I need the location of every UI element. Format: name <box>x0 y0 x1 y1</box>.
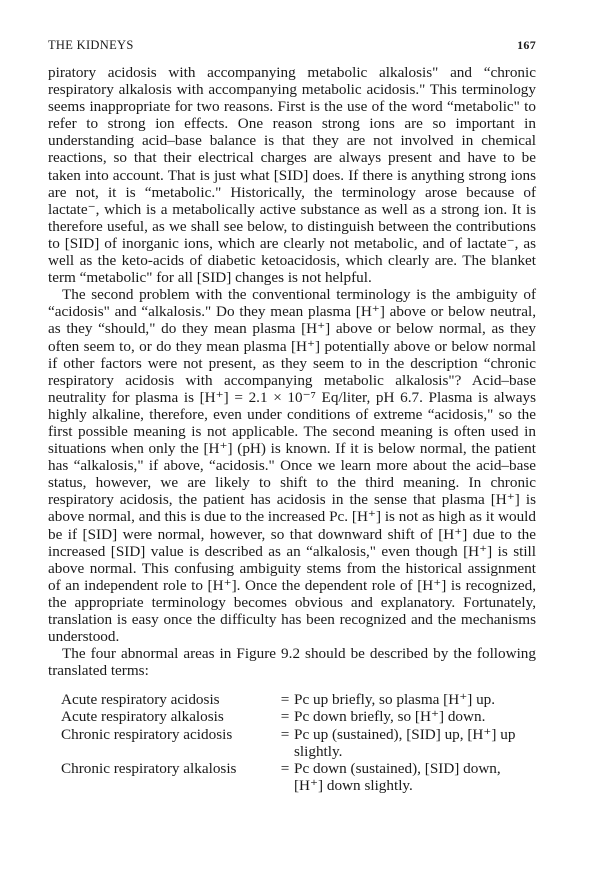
term-definition: Pc down (sustained), [SID] down, [H⁺] down slightly. <box>294 759 501 794</box>
paragraph-2: The second problem with the conventional terminology is the ambiguity of “acidosis" and “alkalosis." Do they mean plasma [H⁺] above or below neutral, as they “should," do they mean plasma [H⁺] above or below normal, as they often seem to, or do they mean plasma [H⁺] potentially above or below normal if other factors were not present, as they seem to in the description “chronic respiratory acidosis with accompanying metabolic alkalosis"? Acid–base neutrality for plasma is [H⁺] = 2.1 × 10⁻⁷ Eq/liter, pH 6.7. Plasma is always highly alkaline, therefore, even under conditions of extreme “acidosis," so the first possible meaning is not applicable. The second meaning is often used in situations when only the [H⁺] (pH) is known. If it is below normal, the patient has “alkalosis," if above, “acidosis." Once we learn more about the acid–base status, however, we are likely to shift to the third meaning. In chronic respiratory acidosis, the patient has acidosis in the sense that plasma [H⁺] is above normal, and this is due to the increased Pc. [H⁺] is not as high as it would be if [SID] were normal, however, so that downward shift of [H⁺] due to the increased [SID] value is described as an “alkalosis," even though [H⁺] is still above normal. This confusing ambiguity stems from the historical assignment of an independent role to [H⁺]. Once the dependent role of [H⁺] is recognized, the appropriate terminology becomes obvious and explanatory. Fortunately, translation is easy once the difficulty has been recognized and the mechanisms understood. <box>48 286 536 646</box>
paragraph-1: piratory acidosis with accompanying metabolic alkalosis" and “chronic respiratory alkalosis with accompanying metabolic acidosis." This terminology seems inappropriate for two reasons. First is the use of the word “metabolic" to refer to strong ion effects. One reason strong ions are so important in understanding acid–base balance is that they are not involved in chemical reactions, so that their electrical charges are always present and have to be taken into account. That is just what [SID] does. If there is anything strong ions are not, it is “metabolic." Historically, the terminology arose because of lactate⁻, which is a metabolically active substance as well as a strong ion. It is therefore useful, as we shall see below, to distinguish between the contributions to [SID] of inorganic ions, which are clearly not metabolic, and of lactate⁻, as well as the keto-acids of diabetic ketoacidosis, which clearly are. The blanket term “metabolic" for all [SID] changes is not helpful. <box>48 64 536 287</box>
term-equals: = <box>280 708 290 726</box>
term-definition: Pc down briefly, so [H⁺] down. <box>294 708 486 726</box>
term-row <box>48 726 518 760</box>
term-equals: = <box>280 691 290 709</box>
paragraph-3: The four abnormal areas in Figure 9.2 should be described by the following translated terms: <box>48 645 536 680</box>
term-equals: = <box>280 759 290 777</box>
term-equals: = <box>280 725 290 743</box>
chapter-title: THE KIDNEYS <box>48 38 134 52</box>
term-row <box>48 708 518 725</box>
page-number: 167 <box>517 38 536 52</box>
term-definition: Pc up briefly, so plasma [H⁺] up. <box>294 691 496 709</box>
term-name: Acute respiratory alkalosis <box>61 708 224 726</box>
term-row <box>48 691 518 708</box>
term-name: Chronic respiratory acidosis <box>61 725 233 743</box>
body-text <box>48 64 536 794</box>
term-name: Acute respiratory acidosis <box>61 691 220 709</box>
terms-list <box>48 691 518 794</box>
running-head <box>48 38 536 53</box>
term-name: Chronic respiratory alkalosis <box>61 759 237 777</box>
term-definition: Pc up (sustained), [SID] up, [H⁺] up slightly. <box>294 725 516 760</box>
term-row <box>48 760 518 794</box>
